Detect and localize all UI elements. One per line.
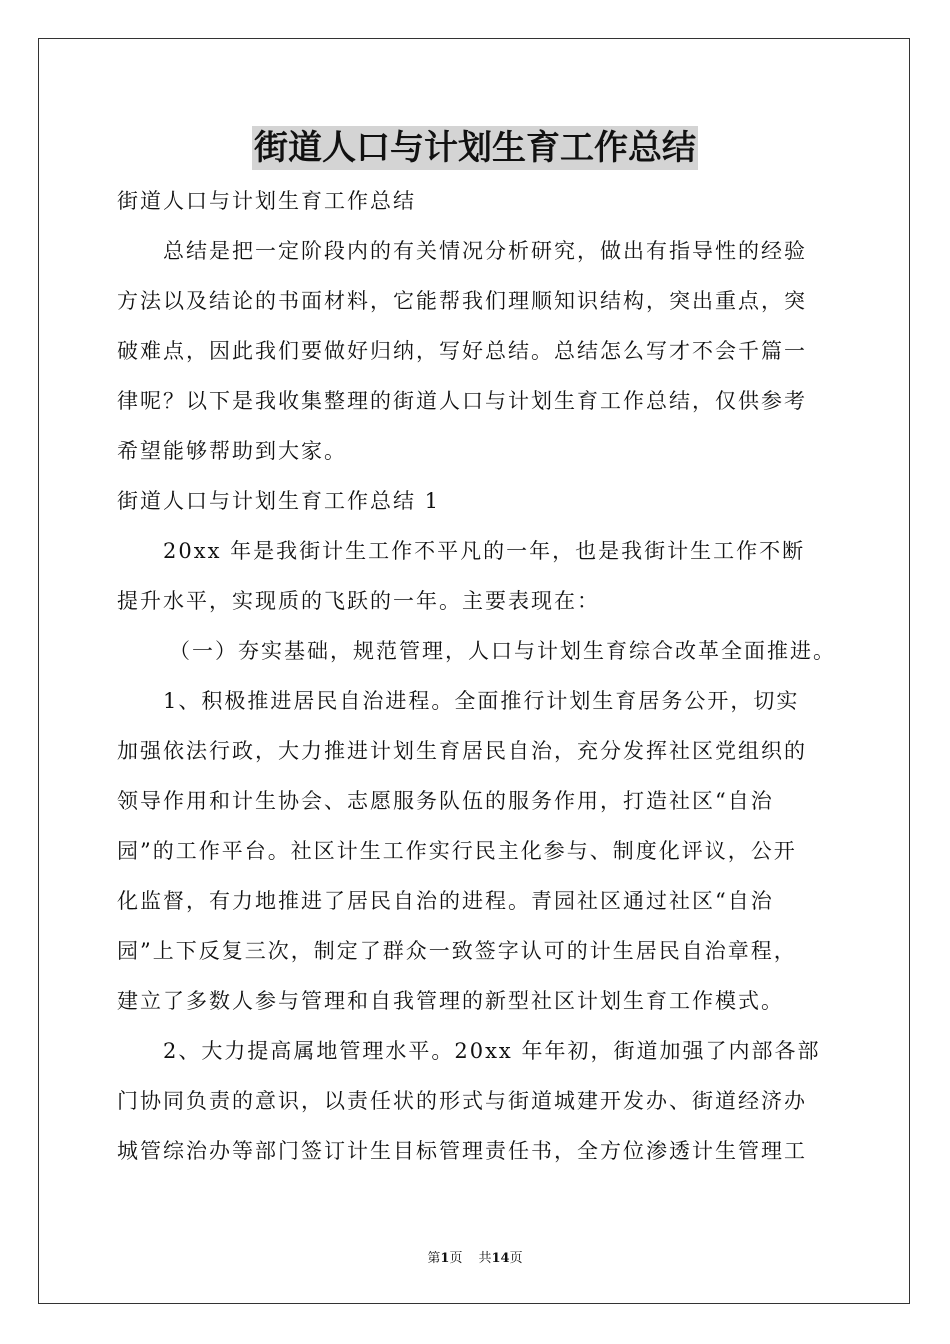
page-number: 1: [440, 1251, 450, 1266]
text-line: （一）夯实基础，规范管理，人口与计划生育综合改革全面推进。: [169, 639, 836, 663]
text-line: 破难点，因此我们要做好归纳，写好总结。总结怎么写才不会千篇一: [117, 339, 807, 363]
text-line: 方法以及结论的书面材料，它能帮我们理顺知识结构，突出重点，突: [117, 289, 807, 313]
text-line: 建立了多数人参与管理和自我管理的新型社区计划生育工作模式。: [117, 989, 784, 1013]
text-line: 园”的工作平台。社区计生工作实行民主化参与、制度化评议，公开: [117, 839, 797, 863]
text-line: 1、积极推进居民自治进程。全面推行计划生育居务公开，切实: [163, 689, 800, 713]
text-line: 律呢？以下是我收集整理的街道人口与计划生育工作总结，仅供参考: [117, 389, 807, 413]
text-line: 2、大力提高属地管理水平。20xx 年年初，街道加强了内部各部: [163, 1039, 821, 1063]
text-line: 总结是把一定阶段内的有关情况分析研究，做出有指导性的经验: [163, 239, 807, 263]
document-body: [117, 176, 847, 1176]
text-line: 化监督，有力地推进了居民自治的进程。青园社区通过社区“自治: [117, 889, 774, 913]
title-container: [0, 126, 950, 170]
text-line: 20xx 年是我街计生工作不平凡的一年，也是我街计生工作不断: [163, 539, 806, 563]
page-label-prefix: 第: [427, 1251, 441, 1266]
text-line: 街道人口与计划生育工作总结 1: [117, 489, 441, 513]
text-line: 提升水平，实现质的飞跃的一年。主要表现在：: [117, 589, 600, 613]
page-footer: [0, 1247, 950, 1266]
text-line: 城管综治办等部门签订计生目标管理责任书，全方位渗透计生管理工: [117, 1139, 807, 1163]
total-label-suffix: 页: [509, 1251, 523, 1266]
text-line: 领导作用和计生协会、志愿服务队伍的服务作用，打造社区“自治: [117, 789, 774, 813]
total-pages: 14: [491, 1251, 510, 1266]
text-line: 门协同负责的意识，以责任状的形式与街道城建开发办、街道经济办: [117, 1089, 807, 1113]
text-line: 希望能够帮助到大家。: [117, 439, 347, 463]
text-line: 园”上下反复三次，制定了群众一致签字认可的计生居民自治章程，: [117, 939, 797, 963]
text-line: 加强依法行政，大力推进计划生育居民自治，充分发挥社区党组织的: [117, 739, 807, 763]
total-label-prefix: 共: [478, 1251, 492, 1266]
document-title: 街道人口与计划生育工作总结: [254, 128, 696, 168]
page-label-suffix: 页: [449, 1251, 463, 1266]
text-line: 街道人口与计划生育工作总结: [117, 189, 416, 213]
